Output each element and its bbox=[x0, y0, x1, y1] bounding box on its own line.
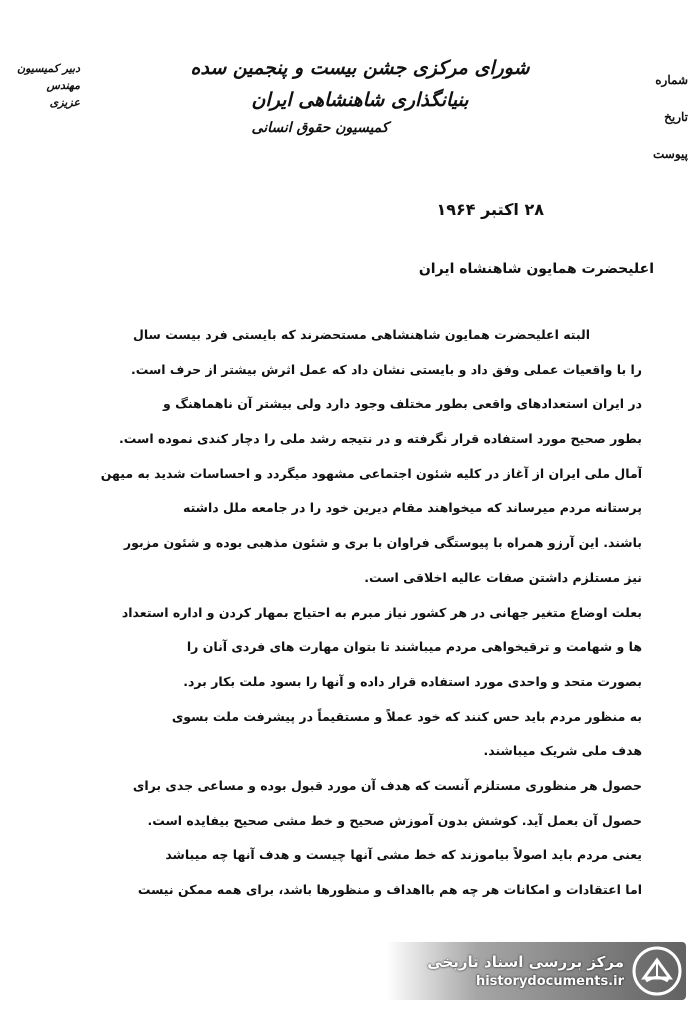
salutation: اعلیحضرت همایون شاهنشاه ایران bbox=[418, 261, 654, 277]
body-line: باشند. این آرزو همراه با پیوستگی فراوان با بری و شئون مذهبی بوده و شئون مزبور bbox=[123, 535, 642, 551]
letterhead bbox=[170, 52, 550, 140]
reference-fields bbox=[653, 62, 688, 173]
body-line: به منظور مردم باید حس کنند که خود عملاً و مستقیماً در پیشرفت ملت بسوی bbox=[171, 708, 642, 724]
letter-body bbox=[42, 318, 642, 908]
margin-note-line: عزیزی bbox=[49, 96, 80, 109]
body-line: بطور صحیح مورد استفاده قرار نگرفته و در نتیجه رشد ملی را دچار کندی نموده است. bbox=[119, 431, 642, 447]
body-line: هدف ملی شریک میباشند. bbox=[483, 743, 642, 759]
body-line: آمال ملی ایران از آغاز در کلیه شئون اجتماعی مشهود میگردد و احساسات شدید به میهن bbox=[100, 465, 642, 481]
margin-note-line: مهندس bbox=[46, 79, 80, 92]
body-line: بعلت اوضاع متغیر جهانی در هر کشور نیاز مبرم به احتیاج بمهار کردن و اداره استعداد bbox=[121, 604, 642, 620]
body-line: بصورت متحد و واحدی مورد استفاده قرار داده و آنها را بسود ملت بکار برد. bbox=[183, 673, 642, 689]
letterhead-title: شورای مرکزی جشن بیست و پنجمین سده بنیانگذاری شاهنشاهی ایران bbox=[190, 57, 530, 111]
reference-date-label: تاریخ bbox=[664, 110, 688, 124]
watermark bbox=[386, 942, 686, 1000]
body-line: البته اعلیحضرت همایون شاهنشاهی مستحضرند که بایستی فرد بیست سال bbox=[133, 327, 590, 342]
reference-number-label: شماره bbox=[655, 73, 688, 87]
body-line: حصول هر منظوری مستلزم آنست که هدف آن مورد قبول بوده و مساعی جدی برای bbox=[132, 777, 642, 793]
body-line: یعنی مردم باید اصولاً بیاموزند که خط مشی آنها چیست و هدف آنها چه میباشد bbox=[165, 847, 642, 863]
body-line: را با واقعیات عملی وفق داد و بایستی نشان داد که عمل اثرش بیشتر از حرف است. bbox=[130, 361, 642, 377]
letter-date: ۲۸ اکتبر ۱۹۶۴ bbox=[436, 200, 544, 219]
body-line: اما اعتقادات و امکانات هر چه هم بااهداف و منظورها باشد، برای همه ممکن نیست bbox=[137, 882, 642, 897]
watermark-text bbox=[427, 951, 624, 991]
reference-attachment-label: پیوست bbox=[653, 147, 688, 161]
watermark-org-name: مرکز بررسی اسناد تاریخی bbox=[427, 953, 624, 971]
body-line: ها و شهامت و ترقیخواهی مردم میباشند تا بتوان مهارت های فردی آنان را bbox=[186, 639, 642, 655]
margin-note bbox=[10, 60, 80, 111]
letterhead-subtitle: کمیسیون حقوق انسانی bbox=[251, 120, 389, 136]
body-line: حصول آن بعمل آید. کوشش بدون آموزش صحیح و خط مشی صحیح بیفایده است. bbox=[147, 812, 642, 828]
watermark-url: historydocuments.ir bbox=[475, 974, 624, 989]
body-line: در ایران استعدادهای واقعی بطور مختلف وجود دارد ولی بیشتر آن ناهماهنگ و bbox=[163, 396, 642, 412]
margin-note-line: دبیر کمیسیون bbox=[17, 62, 80, 75]
book-circle-logo-icon bbox=[632, 946, 682, 996]
body-line: نیز مستلزم داشتن صفات عالیه اخلاقی است. bbox=[364, 569, 642, 585]
body-line: پرستانه مردم میرساند که میخواهند مقام دیرین خود را در جامعه ملل داشته bbox=[183, 500, 642, 516]
